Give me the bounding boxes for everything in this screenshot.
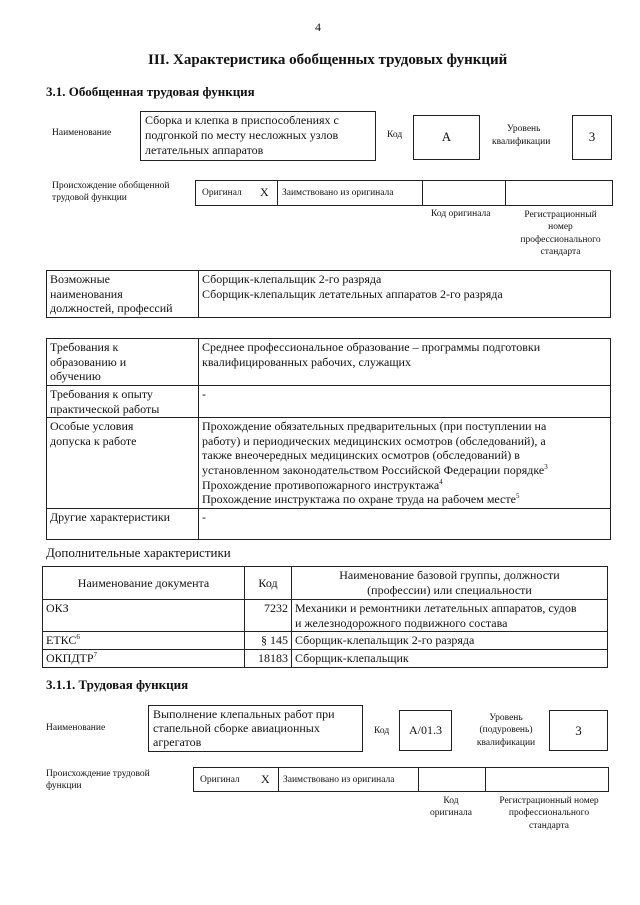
row-code: 7232	[245, 600, 292, 632]
gtf-level-value: 3	[588, 129, 596, 144]
tf-origin-box	[193, 767, 609, 792]
col-name-header: Наименование базовой группы, должности (профессии) или специальности	[292, 567, 608, 600]
tf-borrowed-label: Заимствовано из оригинала	[283, 775, 395, 785]
gtf-code-original-caption: Код оригинала	[431, 209, 491, 219]
row-doc: ЕТКС$^6$	[43, 632, 245, 650]
tf-name-label: Наименование	[46, 723, 106, 733]
special-value: Прохождение обязательных предварительных (при поступлении на работу) и периодических медицинских осмотров (обследований), а также внеочередных медицинских осмотров (обследований) в установленном законодательством Российской Федерации порядке$^3$ Прохождение противопожарного инструктажа$^4$ Прохождение инструктажа по охране труда на рабочем месте$^5$	[199, 418, 611, 509]
experience-label: Требования к опыту практической работы	[47, 385, 199, 417]
gtf-level-box	[572, 115, 612, 160]
gtf-borrowed-label: Заимствовано из оригинала	[282, 188, 394, 198]
experience-value: -	[199, 385, 611, 417]
gtf-name-box	[140, 111, 376, 161]
row-code: 18183	[245, 649, 292, 667]
tf-name-box	[148, 705, 363, 752]
tf-level-label: Уровень (подуровень) квалификации	[476, 713, 536, 748]
tf-reg-caption: Регистрационный номер профессионального стандарта	[499, 796, 599, 831]
row-name: Сборщик-клепальщик	[292, 649, 608, 667]
gtf-name-line: летательных аппаратов	[145, 143, 264, 157]
tf-name-line: агрегатов	[153, 735, 202, 749]
table-row	[43, 600, 608, 632]
positions-value: Сборщик-клепальщик 2-го разряда Сборщик-клепальщик летательных аппаратов 2-го разряда	[199, 271, 611, 318]
gtf-origin-label: Происхождение обобщенной	[52, 181, 170, 191]
tf-heading: 3.1.1. Трудовая функция	[46, 677, 189, 692]
gtf-origin-box	[195, 180, 613, 206]
row-doc: ОКПДТР$^7$	[43, 649, 245, 667]
gtf-original-label: Оригинал	[202, 188, 242, 198]
gtf-name-line: Сборка и клепка в приспособлениях с	[145, 113, 339, 127]
positions-label: Возможные наименования должностей, профессий	[47, 271, 199, 318]
other-label: Другие характеристики	[47, 508, 199, 539]
tf-level-box	[549, 710, 608, 751]
table-row	[43, 649, 608, 667]
additional-heading: Дополнительные характеристики	[46, 545, 231, 560]
row-name: Сборщик-клепальщик 2-го разряда	[292, 632, 608, 650]
col-code-header: Код	[245, 567, 292, 600]
tf-code-caption: Код оригинала	[430, 796, 472, 819]
tf-code-label: Код	[374, 726, 390, 736]
section-title: III. Характеристика обобщенных трудовых функций	[148, 52, 508, 68]
tf-original-label: Оригинал	[200, 775, 240, 785]
gtf-code-box	[413, 115, 480, 160]
gtf-level-label: Уровень	[507, 124, 541, 134]
row-name: Механики и ремонтники летательных аппаратов, судов и железнодорожного подвижного состава	[292, 600, 608, 632]
page-number: 4	[315, 20, 321, 34]
tf-original-mark: X	[261, 772, 270, 786]
row-code: § 145	[245, 632, 292, 650]
tf-name-line: Выполнение клепальных работ при	[153, 707, 335, 721]
gtf-name-line: подгонкой по месту несложных узлов	[145, 128, 339, 142]
additional-table	[42, 566, 608, 668]
row-doc: ОКЗ	[43, 600, 245, 632]
tf-code-box	[399, 710, 452, 751]
requirements-table	[46, 338, 611, 540]
tf-origin-label: функции	[46, 781, 82, 791]
education-value: Среднее профессиональное образование – программы подготовки квалифицированных рабочих, служащих	[199, 339, 611, 386]
gtf-original-mark: X	[260, 185, 269, 199]
gtf-name-label: Наименование	[52, 128, 112, 138]
tf-level-value: 3	[575, 723, 582, 738]
col-doc-header: Наименование документа	[43, 567, 245, 600]
tf-code-value: А/01.3	[409, 723, 442, 737]
gtf-code-value: А	[441, 129, 452, 144]
education-label: Требования к образованию и обучению	[47, 339, 199, 386]
table-row	[43, 632, 608, 650]
gtf-reg-caption: Регистрационный номер профессионального стандарта	[520, 210, 601, 258]
special-label: Особые условия допуска к работе	[47, 418, 199, 509]
gtf-level-label: квалификации	[492, 137, 551, 147]
tf-name-line: стапельной сборке авиационных	[153, 721, 320, 735]
other-value: -	[199, 508, 611, 539]
gtf-origin-label: трудовой функции	[52, 193, 127, 203]
gtf-code-label: Код	[387, 130, 403, 140]
gtf-heading: 3.1. Обобщенная трудовая функция	[46, 84, 255, 99]
positions-table	[46, 270, 611, 318]
tf-origin-label: Происхождение трудовой	[46, 769, 150, 779]
